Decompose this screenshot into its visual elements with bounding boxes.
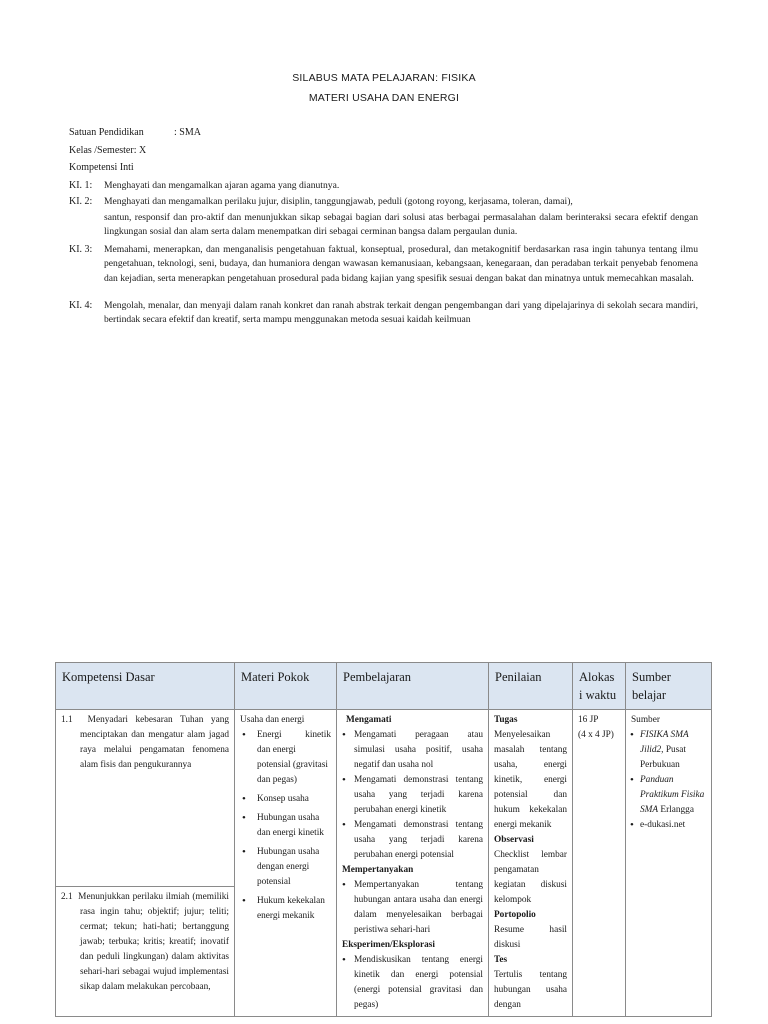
header-kompetensi-dasar: Kompetensi Dasar bbox=[56, 663, 235, 710]
kd-text: Menunjukkan perilaku ilmiah (memiliki rasa ingin tahu; objektif; jujur; teliti; cermat; tekun; hati-hati; bertanggung jawab; terbuka; kritis; kreatif; inovatif dan peduli lingkungan) dalam aktivitas sehari-hari sebagai wujud implementasi sikap dalam melakukan percobaan, bbox=[78, 892, 229, 992]
list-item: • Mempertanyakan tentang hubungan antara usaha dan energi dalam menyelesaikan berbagai peristiwa sehari-hari bbox=[342, 878, 483, 938]
sumber-cell bbox=[626, 710, 712, 1017]
list-item: • Panduan Praktikum Fisika SMA Erlangga bbox=[631, 773, 706, 818]
syllabus-title: SILABUS MATA PELAJARAN: FISIKA bbox=[292, 72, 476, 84]
penilaian-cell bbox=[489, 710, 573, 1017]
pembelajaran-cell bbox=[337, 710, 489, 1017]
list-item: • FISIKA SMA Jilid2, Pusat Perbukuan bbox=[631, 728, 706, 773]
ki1-text: Menghayati dan mengamalkan ajaran agama yang dianutnya. bbox=[104, 180, 340, 191]
table-row bbox=[56, 710, 712, 887]
kd-2-1 bbox=[56, 887, 235, 1017]
alokasi-jp: 16 JP bbox=[578, 715, 599, 725]
list-item: • Hubungan usaha dan energi kinetik bbox=[240, 811, 331, 841]
penilaian-text: Menyelesaikan masalah tentang usaha, energi kinetik, energi potensial dan hukum kekekalan energi mekanik bbox=[494, 730, 567, 830]
list-item: • Hukum kekekalan energi mekanik bbox=[240, 894, 331, 924]
materi-pokok-cell bbox=[235, 710, 337, 1017]
kelas-semester: Kelas /Semester: X bbox=[69, 145, 147, 156]
penilaian-head: Observasi bbox=[494, 835, 534, 845]
satuan-pendidikan-value: : SMA bbox=[174, 127, 201, 138]
list-item: • Hubungan usaha dengan energi potensial bbox=[240, 845, 331, 890]
list-item: • Energi kinetik dan energi potensial (gravitasi dan pegas) bbox=[240, 728, 331, 788]
pembelajaran-head: Mempertanyakan bbox=[342, 865, 414, 875]
ki2-text: Menghayati dan mengamalkan perilaku jujur, disiplin, tanggungjawab, peduli (gotong royong, kerjasama, toleran, damai), bbox=[104, 196, 573, 207]
satuan-pendidikan-label: Satuan Pendidikan bbox=[69, 127, 144, 138]
penilaian-head: Tugas bbox=[494, 715, 518, 725]
list-item: • Mengamati demonstrasi tentang usaha yang terjadi karena perubahan energi potensial bbox=[342, 818, 483, 863]
list-item: • Mendiskusikan tentang energi kinetik dan energi potensial (energi potensial gravitasi dan pegas) bbox=[342, 953, 483, 1013]
ki3-text: Memahami, menerapkan, dan menganalisis pengetahuan faktual, konseptual, prosedural, dan metakognitif berdasarkan rasa ingin tahunya tentang ilmu pengetahuan, teknologi, seni, budaya, dan humaniora dengan wawasan kemanusiaan, kebangsaan, kenegaraan, dan peradaban terkait penyebab fenomena dan kejadian, serta menerapkan pengetahuan prosedural pada bidang kajian yang spesifik sesuai dengan bakat dan minatnya untuk memecahkan masalah. bbox=[104, 244, 698, 284]
header-sumber-belajar: Sumber belajar bbox=[626, 663, 712, 710]
pembelajaran-head: Mengamati bbox=[346, 715, 392, 725]
header-alokasi-waktu: Alokas i waktu bbox=[573, 663, 626, 710]
alokasi-cell bbox=[573, 710, 626, 1017]
ki3-number: KI. 3: bbox=[69, 244, 93, 255]
kd-number: 2.1 bbox=[61, 892, 73, 902]
ki4-number: KI. 4: bbox=[69, 300, 93, 311]
header-materi-pokok: Materi Pokok bbox=[235, 663, 337, 710]
header-penilaian: Penilaian bbox=[489, 663, 573, 710]
kd-text: Menyadari kebesaran Tuhan yang menciptakan dan mengatur alam jagad raya melalui pengamatan fenomena alam fisis dan pengukurannya bbox=[80, 715, 229, 770]
ki2-text-continued: santun, responsif dan pro-aktif dan menunjukkan sikap sebagai bagian dari solusi atas berbagai permasalahan dalam berinteraksi secara efektif dengan lingkungan sosial dan alam serta dalam menempatkan diri sebagai cerminan bangsa dalam pergaulan dunia. bbox=[104, 212, 698, 238]
syllabus-subtitle: MATERI USAHA DAN ENERGI bbox=[308, 92, 460, 104]
penilaian-head: Tes bbox=[494, 955, 508, 965]
kd-number: 1.1 bbox=[61, 715, 73, 725]
list-item: • Mengamati peragaan atau simulasi usaha positif, usaha negatif dan usaha nol bbox=[342, 728, 483, 773]
penilaian-text: Resume hasil diskusi bbox=[494, 925, 567, 950]
list-item: • Konsep usaha bbox=[240, 792, 331, 807]
syllabus-table bbox=[55, 662, 712, 1017]
materi-intro: Usaha dan energi bbox=[240, 715, 305, 725]
table-header-row bbox=[56, 663, 712, 710]
list-item: • Mengamati demonstrasi tentang usaha yang terjadi karena perubahan energi kinetik bbox=[342, 773, 483, 818]
ki1-number: KI. 1: bbox=[69, 180, 93, 191]
pembelajaran-head: Eksperimen/Eksplorasi bbox=[342, 940, 435, 950]
sumber-label: Sumber bbox=[631, 715, 660, 725]
penilaian-text: Tertulis tentang hubungan usaha dengan bbox=[494, 970, 567, 1010]
penilaian-head: Portopolio bbox=[494, 910, 536, 920]
list-item: • e-dukasi.net bbox=[631, 818, 706, 833]
ki2-number: KI. 2: bbox=[69, 196, 93, 207]
alokasi-detail: (4 x 4 JP) bbox=[578, 730, 614, 740]
ki4-text: Mengolah, menalar, dan menyaji dalam ranah konkret dan ranah abstrak terkait dengan pengembangan dari yang dipelajarinya di sekolah secara mandiri, bertindak secara efektif dan kreatif, serta mampu menggunakan metoda sesuai kaidah keilmuan bbox=[104, 300, 698, 326]
kd-1-1 bbox=[56, 710, 235, 887]
penilaian-text: Checklist lembar pengamatan kegiatan diskusi kelompok bbox=[494, 850, 567, 905]
header-pembelajaran: Pembelajaran bbox=[337, 663, 489, 710]
kompetensi-inti-label: Kompetensi Inti bbox=[69, 162, 134, 173]
